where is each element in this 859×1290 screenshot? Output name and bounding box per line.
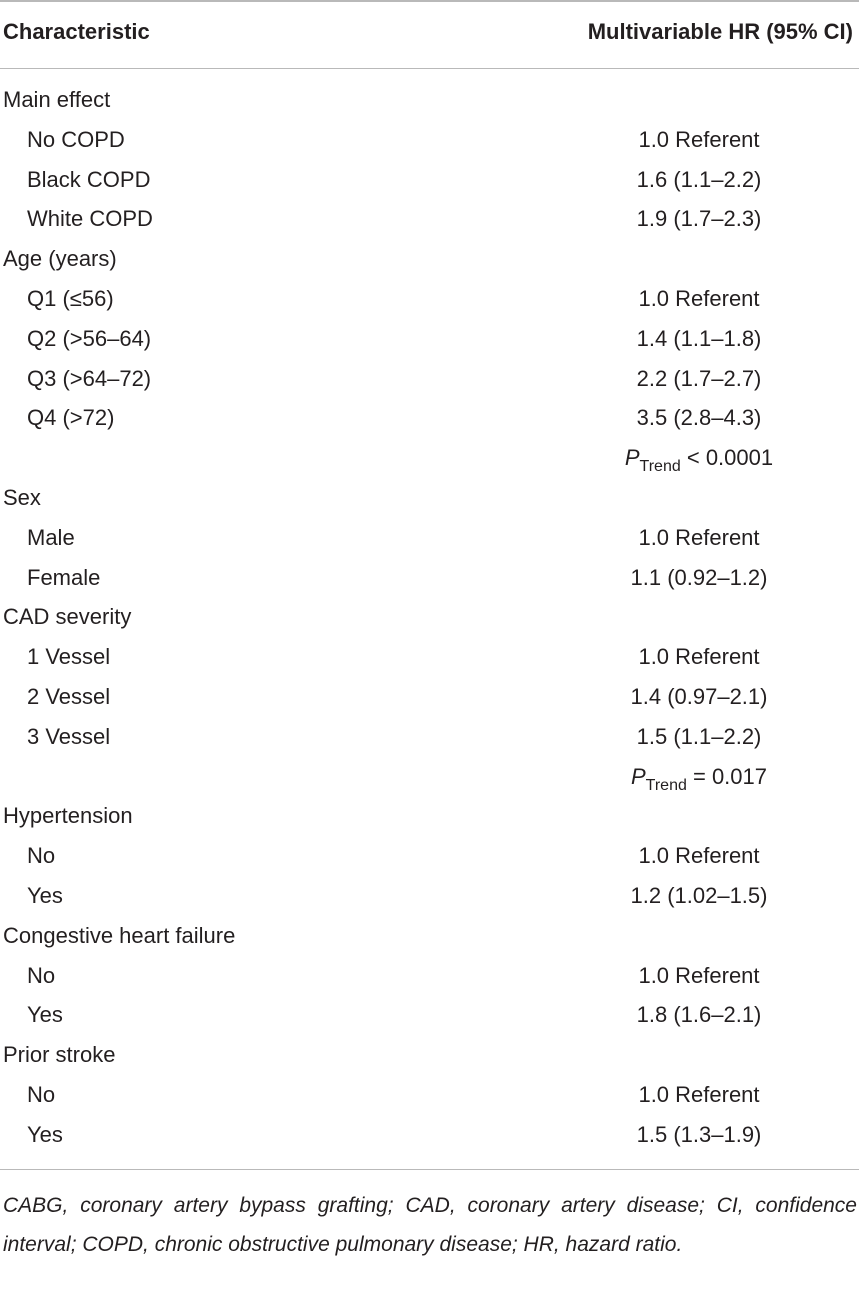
table-row (0, 1035, 859, 1075)
table-header-rule (0, 68, 859, 69)
table-row (0, 359, 859, 399)
row-value: 1.0 Referent (638, 962, 760, 988)
group-label: Prior stroke (3, 1042, 116, 1068)
p-trend-subscript: Trend (645, 776, 687, 794)
row-label: Q4 (>72) (27, 405, 115, 431)
table-row (0, 836, 859, 876)
row-value: 1.0 Referent (638, 285, 760, 311)
row-value: 3.5 (2.8–4.3) (636, 405, 762, 431)
row-label: Yes (27, 1121, 63, 1147)
table-row (0, 160, 859, 200)
row-value: 1.8 (1.6–2.1) (636, 1002, 762, 1028)
table-row (0, 558, 859, 598)
p-trend-symbol: P (630, 763, 646, 789)
row-value: 2.2 (1.7–2.7) (636, 365, 762, 391)
p-trend-value (0, 757, 859, 800)
table-row (0, 239, 859, 279)
row-label: Q1 (≤56) (27, 285, 114, 311)
table-row (0, 80, 859, 120)
table-row (0, 876, 859, 916)
table-row (0, 1075, 859, 1115)
header-multivariable-hr: Multivariable HR (95% CI) (587, 19, 853, 44)
table-row (0, 995, 859, 1035)
table-row (0, 677, 859, 717)
row-value: 1.1 (0.92–1.2) (630, 564, 768, 590)
row-label: Q2 (>56–64) (27, 325, 152, 351)
table-row (0, 438, 859, 478)
row-label: Yes (27, 882, 63, 908)
row-label: 3 Vessel (27, 723, 111, 749)
table-row (0, 956, 859, 996)
group-label: Age (years) (3, 246, 117, 272)
header-characteristic: Characteristic (3, 19, 150, 44)
row-value: 1.4 (1.1–1.8) (636, 325, 762, 351)
row-label: Q3 (>64–72) (27, 365, 152, 391)
table-row (0, 398, 859, 438)
row-value: 1.0 Referent (638, 126, 760, 152)
row-label: Male (27, 524, 75, 550)
table-row (0, 199, 859, 239)
table-row (0, 757, 859, 797)
group-label: Sex (3, 484, 41, 510)
p-trend-subscript: Trend (639, 458, 681, 476)
row-value: 1.0 Referent (638, 524, 760, 550)
table-row (0, 319, 859, 359)
table-row (0, 916, 859, 956)
row-label: No COPD (27, 126, 125, 152)
row-value: 1.0 Referent (638, 843, 760, 869)
row-value: 1.5 (1.3–1.9) (636, 1121, 762, 1147)
table-row (0, 518, 859, 558)
row-label: Black COPD (27, 166, 151, 192)
row-value: 1.0 Referent (638, 644, 760, 670)
row-value: 1.4 (0.97–2.1) (630, 683, 768, 709)
p-trend-result: = 0.017 (686, 763, 768, 789)
group-label: Main effect (3, 87, 111, 112)
p-trend-result: < 0.0001 (680, 445, 774, 471)
row-label: No (27, 962, 56, 988)
row-label: 1 Vessel (27, 644, 111, 670)
table-row (0, 478, 859, 518)
table-bottom-rule (0, 1169, 859, 1170)
table-footnote: CABG, coronary artery bypass grafting; CAD, coronary artery disease; CI, confidence interval; COPD, chronic obstructive pulmonary disease; HR, hazard ratio. (3, 1194, 857, 1256)
group-label: Congestive heart failure (3, 922, 236, 948)
p-trend-symbol: P (624, 445, 640, 471)
table-row (0, 597, 859, 637)
row-value: 1.2 (1.02–1.5) (630, 882, 768, 908)
row-value: 1.6 (1.1–2.2) (636, 166, 762, 192)
row-value: 1.0 Referent (638, 1081, 760, 1107)
table-header (0, 0, 859, 68)
group-label: CAD severity (3, 604, 132, 630)
row-label: 2 Vessel (27, 683, 111, 709)
table-row (0, 120, 859, 160)
table-row (0, 796, 859, 836)
row-label: White COPD (27, 206, 153, 232)
row-value: 1.5 (1.1–2.2) (636, 723, 762, 749)
row-label: Female (27, 564, 101, 590)
p-trend-value (0, 438, 859, 481)
table-row (0, 279, 859, 319)
row-label: Yes (27, 1002, 63, 1028)
table-row (0, 717, 859, 757)
table-body (0, 80, 859, 1155)
row-value: 1.9 (1.7–2.3) (636, 206, 762, 232)
table-row (0, 1115, 859, 1155)
row-label: No (27, 1081, 56, 1107)
table-row (0, 637, 859, 677)
group-label: Hypertension (3, 803, 133, 829)
row-label: No (27, 843, 56, 869)
